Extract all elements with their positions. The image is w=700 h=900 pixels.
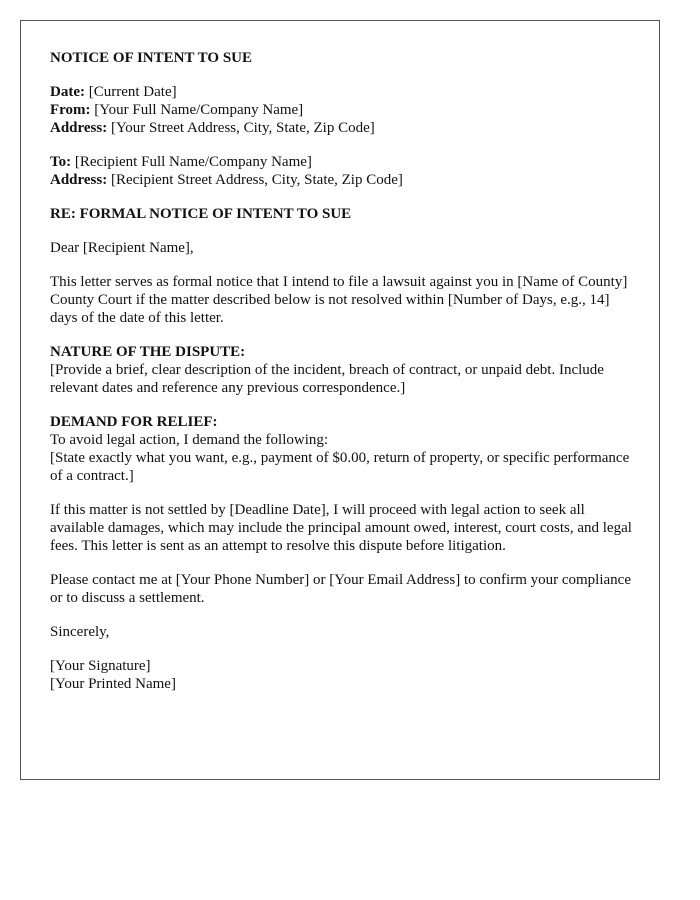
relief-text: [State exactly what you want, e.g., payment of $0.00, return of property, or specific performance of a contract.]	[50, 450, 630, 484]
sender-address-label: Address:	[50, 120, 108, 136]
from-line	[50, 101, 640, 119]
from-value: [Your Full Name/Company Name]	[94, 102, 304, 118]
printed-name-line: [Your Printed Name]	[50, 676, 176, 692]
dispute-text: [Provide a brief, clear description of the incident, breach of contract, or unpaid debt. Include relevant dates and reference any previous correspondence.]	[50, 362, 604, 396]
letter-page	[20, 20, 660, 780]
recipient-address-value: [Recipient Street Address, City, State, Zip Code]	[110, 172, 403, 188]
to-line	[50, 153, 640, 171]
relief-heading: DEMAND FOR RELIEF:	[50, 414, 218, 430]
dispute-section	[50, 343, 640, 397]
intro-paragraph: This letter serves as formal notice that I intend to file a lawsuit against you in [Name of County] County Court if the matter described below is not resolved within [Number of Days, e.g., 14] days of the date of this letter.	[50, 274, 628, 326]
sender-block	[50, 83, 640, 137]
from-label: From:	[50, 102, 91, 118]
to-label: To:	[50, 154, 72, 170]
dispute-heading: NATURE OF THE DISPUTE:	[50, 344, 246, 360]
letter-title: NOTICE OF INTENT TO SUE	[50, 50, 253, 66]
sender-address-value: [Your Street Address, City, State, Zip Code]	[110, 120, 375, 136]
recipient-address-line	[50, 171, 640, 189]
contact-paragraph: Please contact me at [Your Phone Number] or [Your Email Address] to confirm your compliance or to discuss a settlement.	[50, 572, 631, 606]
signature-line: [Your Signature]	[50, 658, 151, 674]
relief-lead: To avoid legal action, I demand the following:	[50, 432, 329, 448]
sender-address-line	[50, 119, 640, 137]
re-line: RE: FORMAL NOTICE OF INTENT TO SUE	[50, 206, 352, 222]
recipient-block	[50, 153, 640, 189]
date-label: Date:	[50, 84, 85, 100]
deadline-paragraph: If this matter is not settled by [Deadline Date], I will proceed with legal action to seek all available damages, which may include the principal amount owed, interest, court costs, and legal fees. This letter is sent as an attempt to resolve this dispute before litigation.	[50, 502, 632, 554]
closing: Sincerely,	[50, 624, 110, 640]
letter-content	[50, 49, 640, 709]
recipient-address-label: Address:	[50, 172, 108, 188]
to-value: [Recipient Full Name/Company Name]	[74, 154, 312, 170]
signature-block	[50, 657, 640, 693]
salutation: Dear [Recipient Name],	[50, 240, 194, 256]
date-value: [Current Date]	[88, 84, 177, 100]
date-line	[50, 83, 640, 101]
relief-section	[50, 413, 640, 485]
